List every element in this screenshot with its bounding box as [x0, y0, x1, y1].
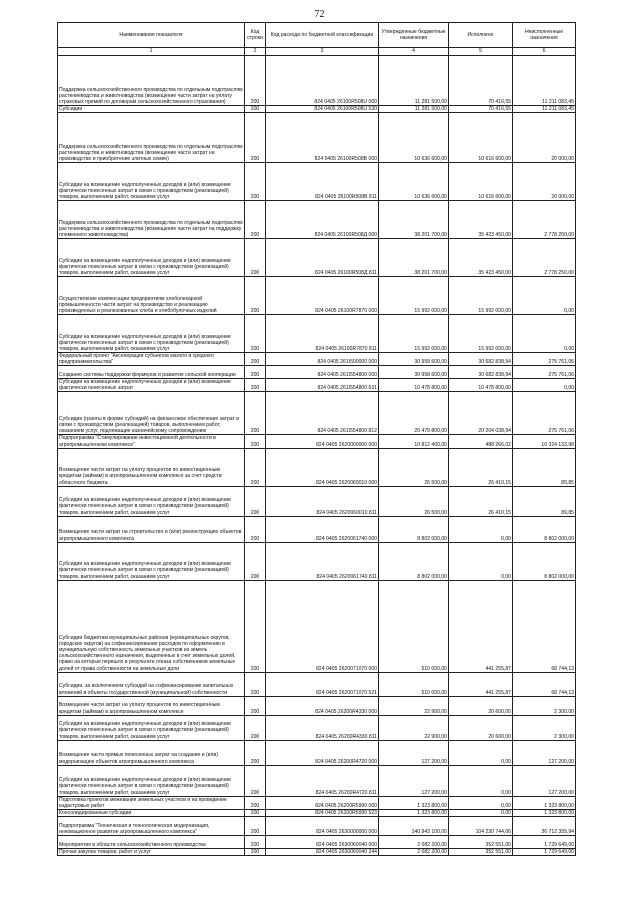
row-name: Создание системы поддержки фермеров и развитие сельской кооперации — [58, 366, 245, 379]
row-name: Возмещение части затрат на строительство и (или) реконструкцию объектов агропромышленного комплекса — [58, 516, 245, 542]
row-line-code: 200 — [245, 765, 266, 796]
column-number: 2 — [245, 48, 266, 56]
row-unexecuted: 10 324 133,98 — [513, 435, 576, 448]
row-unexecuted: 89,85 — [513, 486, 576, 516]
row-budget-code: 824 0405 26100R508B 811 — [266, 163, 379, 201]
row-approved: 15 992 000,00 — [379, 315, 449, 353]
table-row — [58, 796, 576, 809]
row-executed: 30 682 838,94 — [449, 366, 513, 379]
row-name: Субсидии на возмещение недополученных доходов и (или) возмещение фактически понесенных затрат в связи с производством (реализацией) товаров, выполнением работ, оказанием услуг — [58, 486, 245, 516]
row-unexecuted: 20 000,00 — [513, 163, 576, 201]
row-unexecuted: 2 778 250,00 — [513, 201, 576, 239]
row-executed: 0,00 — [449, 516, 513, 542]
header-approved: Утвержденные бюджетные назначения — [379, 23, 449, 48]
table-row — [58, 580, 576, 672]
row-budget-code: 824 0405 2620061740 000 — [266, 516, 379, 542]
row-executed: 15 992 000,00 — [449, 277, 513, 315]
row-line-code: 200 — [245, 353, 266, 366]
row-name: Субсидии, за исключением субсидий на софинансирование капитальных вложений в объекты государственной (муниципальной) собственности — [58, 672, 245, 696]
row-name: Субсидии — [58, 106, 245, 113]
row-unexecuted: 2 300,00 — [513, 696, 576, 715]
row-approved: 20 479 800,00 — [379, 392, 449, 435]
table-row — [58, 516, 576, 542]
row-budget-code: 824 0405 26200R4330 000 — [266, 696, 379, 715]
row-unexecuted: 1 729 649,00 — [513, 848, 576, 855]
row-line-code: 200 — [245, 113, 266, 163]
row-budget-code: 824 0405 26100R7870 000 — [266, 277, 379, 315]
row-budget-code: 824 0405 26200R5990 523 — [266, 809, 379, 816]
row-name: Субсидии бюджетам муниципальных районов (муниципальных округов, городских округов) на софинансирование расходов по оформлению в муниципальную собственность земельных участков из земель сельскохозяйственного назначения, выделенных в счет земельных долей, право на которые перешло в результате отказа собственников земельных долей от права собственности на земельные доли — [58, 580, 245, 672]
row-line-code: 200 — [245, 56, 266, 106]
row-executed: 35 423 450,00 — [449, 201, 513, 239]
row-executed: 20 600,00 — [449, 715, 513, 740]
row-executed: 441 255,87 — [449, 580, 513, 672]
row-approved: 10 636 600,00 — [379, 163, 449, 201]
row-budget-code: 824 0405 26200R4720 811 — [266, 765, 379, 796]
table-row — [58, 239, 576, 277]
row-unexecuted: 127 200,00 — [513, 765, 576, 796]
row-executed: 488 266,02 — [449, 435, 513, 448]
row-line-code: 200 — [245, 740, 266, 765]
row-approved: 8 802 000,00 — [379, 542, 449, 580]
row-name: Консолидированные субсидии — [58, 809, 245, 816]
table-row — [58, 835, 576, 848]
row-executed: 20 600,00 — [449, 696, 513, 715]
table-row — [58, 486, 576, 516]
row-approved: 10 812 400,00 — [379, 435, 449, 448]
row-approved: 30 958 600,00 — [379, 366, 449, 379]
row-unexecuted: 20 000,00 — [513, 113, 576, 163]
row-line-code: 200 — [245, 835, 266, 848]
row-name: Субсидии (гранты в форме субсидий) на финансовое обеспечение затрат в связи с производством (реализацией) товаров, выполнением работ, оказанием услуг, подлежащие казначейскому сопровождению — [58, 392, 245, 435]
row-name: Федеральный проект "Акселерация субъектов малого и среднего предпринимательства" — [58, 353, 245, 366]
row-unexecuted: 0,00 — [513, 277, 576, 315]
header-executed: Исполнено — [449, 23, 513, 48]
table-row — [58, 366, 576, 379]
row-line-code: 200 — [245, 379, 266, 392]
row-executed: 10 616 600,00 — [449, 113, 513, 163]
row-budget-code: 824 0405 2630060040 244 — [266, 848, 379, 855]
row-unexecuted: 127 200,00 — [513, 740, 576, 765]
page-number: 72 — [314, 9, 325, 20]
row-unexecuted: 1 323 800,00 — [513, 796, 576, 809]
table-row — [58, 56, 576, 106]
row-executed: 26 410,15 — [449, 448, 513, 486]
table-row — [58, 315, 576, 353]
row-name: Субсидии на возмещение недополученных доходов и (или) возмещение фактически понесенных затрат в связи с производством (реализацией) товаров, выполнением работ, оказанием услуг — [58, 715, 245, 740]
row-name: Подготовка проектов межевания земельных участков и на проведение кадастровых работ — [58, 796, 245, 809]
row-executed: 0,00 — [449, 542, 513, 580]
row-approved: 15 992 000,00 — [379, 277, 449, 315]
row-budget-code: 824 0405 2630000000 000 — [266, 816, 379, 835]
row-executed: 70 416,55 — [449, 56, 513, 106]
row-name: Субсидии на возмещение недополученных доходов и (или) возмещение фактически понесенных затрат в связи с производством (реализацией) товаров, выполнением работ, оказанием услуг — [58, 163, 245, 201]
row-line-code: 200 — [245, 516, 266, 542]
row-executed: 15 992 000,00 — [449, 315, 513, 353]
row-unexecuted: 1 323 800,00 — [513, 809, 576, 816]
column-number: 6 — [513, 48, 576, 56]
row-approved: 26 500,00 — [379, 448, 449, 486]
row-executed: 70 416,55 — [449, 106, 513, 113]
row-name: Прочая закупка товаров, работ и услуг — [58, 848, 245, 855]
row-name: Возмещение части затрат на уплату процентов по инвестиционным кредитам (займам) в агропромышленном комплексе — [58, 696, 245, 715]
row-line-code: 200 — [245, 580, 266, 672]
row-line-code: 200 — [245, 486, 266, 516]
row-executed: 35 423 450,00 — [449, 239, 513, 277]
row-approved: 10 636 600,00 — [379, 113, 449, 163]
row-unexecuted: 1 729 649,00 — [513, 835, 576, 848]
row-executed: 26 410,15 — [449, 486, 513, 516]
header-line-code: Код строки — [245, 23, 266, 48]
column-number: 1 — [58, 48, 245, 56]
row-line-code: 200 — [245, 366, 266, 379]
row-line-code: 200 — [245, 277, 266, 315]
row-executed: 0,00 — [449, 740, 513, 765]
row-budget-code: 824 0405 26100R508U 530 — [266, 106, 379, 113]
table-row — [58, 542, 576, 580]
row-executed: 0,00 — [449, 765, 513, 796]
row-approved: 8 802 000,00 — [379, 516, 449, 542]
row-budget-code: 824 0405 26200R4720 000 — [266, 740, 379, 765]
row-approved: 22 900,00 — [379, 715, 449, 740]
row-unexecuted: 8 802 000,00 — [513, 516, 576, 542]
row-executed: 10 478 800,00 — [449, 379, 513, 392]
row-executed: 10 616 600,00 — [449, 163, 513, 201]
row-unexecuted: 11 211 083,45 — [513, 56, 576, 106]
row-name: Возмещение части затрат на уплату процентов по инвестиционным кредитам (займам) в агропромышленном комплексе за счет средств областного бюджета — [58, 448, 245, 486]
row-executed: 0,00 — [449, 809, 513, 816]
column-number: 5 — [449, 48, 513, 56]
column-number-row — [58, 48, 576, 56]
row-approved: 11 281 500,00 — [379, 106, 449, 113]
row-unexecuted: 68 744,13 — [513, 672, 576, 696]
row-unexecuted: 2 300,00 — [513, 715, 576, 740]
row-line-code: 200 — [245, 448, 266, 486]
table-row — [58, 809, 576, 816]
row-budget-code: 824 0405 26100R7870 811 — [266, 315, 379, 353]
row-name: Возмещение части прямых понесенных затрат на создание и (или) модернизацию объектов агропромышленного комплекса — [58, 740, 245, 765]
row-budget-code: 824 0405 2620060010 811 — [266, 486, 379, 516]
row-approved: 1 323 800,00 — [379, 796, 449, 809]
row-approved: 1 323 800,00 — [379, 809, 449, 816]
table-row — [58, 113, 576, 163]
table-row — [58, 277, 576, 315]
row-unexecuted: 11 211 083,45 — [513, 106, 576, 113]
row-executed: 30 682 838,94 — [449, 353, 513, 366]
row-budget-code: 824 0405 2630060040 000 — [266, 835, 379, 848]
column-number: 4 — [379, 48, 449, 56]
row-name: Поддержка сельскохозяйственного производства по отдельным подотраслям растениеводства и животноводства (возмещение части затрат на уплату страховых премий по договорам сельскохозяйственного страхования) — [58, 56, 245, 106]
row-approved: 2 082 200,00 — [379, 835, 449, 848]
row-unexecuted: 36 712 355,94 — [513, 816, 576, 835]
row-line-code: 200 — [245, 816, 266, 835]
row-approved: 127 200,00 — [379, 740, 449, 765]
row-approved: 10 478 800,00 — [379, 379, 449, 392]
header-budget-code: Код расхода по бюджетной классификации — [266, 23, 379, 48]
table-row — [58, 816, 576, 835]
row-approved: 127 200,00 — [379, 765, 449, 796]
row-approved: 11 281 500,00 — [379, 56, 449, 106]
row-approved: 38 201 700,00 — [379, 201, 449, 239]
row-budget-code: 824 0405 26100R508Д 811 — [266, 239, 379, 277]
table-row — [58, 201, 576, 239]
row-unexecuted: 0,00 — [513, 315, 576, 353]
row-approved: 26 500,00 — [379, 486, 449, 516]
table-row — [58, 106, 576, 113]
row-budget-code: 824 0405 2620061740 811 — [266, 542, 379, 580]
table-row — [58, 448, 576, 486]
table-row — [58, 163, 576, 201]
row-line-code: 200 — [245, 696, 266, 715]
header-indicator-name: Наименование показателя — [58, 23, 245, 48]
row-line-code: 200 — [245, 435, 266, 448]
row-line-code: 200 — [245, 315, 266, 353]
row-line-code: 200 — [245, 809, 266, 816]
row-line-code: 200 — [245, 106, 266, 113]
row-unexecuted: 89,85 — [513, 448, 576, 486]
row-approved: 510 000,00 — [379, 672, 449, 696]
row-budget-code: 824 0405 26100R508Д 000 — [266, 201, 379, 239]
row-budget-code: 824 0405 26100R508B 000 — [266, 113, 379, 163]
table-row — [58, 435, 576, 448]
row-unexecuted: 275 761,06 — [513, 392, 576, 435]
row-name: Субсидии на возмещение недополученных доходов и (или) возмещение фактически понесенных затрат в связи с производством (реализацией) товаров, выполнением работ, оказанием услуг — [58, 239, 245, 277]
row-budget-code: 824 0405 26100R508U 000 — [266, 56, 379, 106]
row-budget-code: 824 0405 261I500000 000 — [266, 353, 379, 366]
row-unexecuted: 0,00 — [513, 379, 576, 392]
row-budget-code: 824 0405 2620071070 000 — [266, 580, 379, 672]
row-unexecuted: 68 744,13 — [513, 580, 576, 672]
table-row — [58, 353, 576, 366]
row-executed: 441 255,87 — [449, 672, 513, 696]
row-line-code: 200 — [245, 848, 266, 855]
table-row — [58, 740, 576, 765]
table-row — [58, 672, 576, 696]
row-line-code: 200 — [245, 163, 266, 201]
row-executed: 352 551,00 — [449, 835, 513, 848]
row-unexecuted: 8 802 000,00 — [513, 542, 576, 580]
row-approved: 30 958 600,00 — [379, 353, 449, 366]
table-row — [58, 379, 576, 392]
header-unexecuted: Неисполненные назначения — [513, 23, 576, 48]
row-name: Поддержка сельскохозяйственного производства по отдельным подотраслям растениеводства и животноводства (возмещение части затрат на поддержку племенного животноводства) — [58, 201, 245, 239]
row-name: Поддержка сельскохозяйственного производства по отдельным подотраслям растениеводства и животноводства (возмещение части затрат на производство и приобретение элитных семян) — [58, 113, 245, 163]
row-line-code: 200 — [245, 672, 266, 696]
row-line-code: 200 — [245, 796, 266, 809]
row-name: Подпрограмма "Техническая и технологическая модернизация, инновационное развитие агропромышленного комплекса" — [58, 816, 245, 835]
budget-execution-table — [57, 22, 576, 856]
table-row — [58, 392, 576, 435]
row-budget-code: 824 0405 261I554800 000 — [266, 366, 379, 379]
row-budget-code: 824 0405 2620000000 000 — [266, 435, 379, 448]
header-row — [58, 23, 576, 48]
row-budget-code: 824 0405 26200R5990 000 — [266, 796, 379, 809]
row-name: Субсидии на возмещение недополученных доходов и (или) возмещение фактически понесенных затрат в связи с производством (реализацией) товаров, выполнением работ, оказанием услуг — [58, 765, 245, 796]
row-budget-code: 824 0405 261I554800 812 — [266, 392, 379, 435]
row-budget-code: 824 0405 261I554800 631 — [266, 379, 379, 392]
row-name: Субсидии на возмещение недополученных доходов и (или) возмещение фактически понесенных затрат в связи с производством (реализацией) товаров, выполнением работ, оказанием услуг — [58, 542, 245, 580]
row-line-code: 200 — [245, 392, 266, 435]
row-approved: 140 943 100,00 — [379, 816, 449, 835]
table-row — [58, 696, 576, 715]
row-unexecuted: 275 761,06 — [513, 366, 576, 379]
row-line-code: 200 — [245, 542, 266, 580]
table-row — [58, 715, 576, 740]
row-executed: 0,00 — [449, 796, 513, 809]
row-line-code: 200 — [245, 715, 266, 740]
row-unexecuted: 2 778 250,00 — [513, 239, 576, 277]
row-line-code: 200 — [245, 239, 266, 277]
row-unexecuted: 275 761,06 — [513, 353, 576, 366]
row-name: Субсидии на возмещение недополученных доходов и (или) возмещение фактически понесенных затрат в связи с производством (реализацией) товаров, выполнением работ, оказанием услуг — [58, 315, 245, 353]
row-name: Мероприятия в области сельскохозяйственного производства — [58, 835, 245, 848]
table-row — [58, 765, 576, 796]
row-name: Субсидии на возмещение недополученных доходов и (или) возмещение фактически понесенных затрат — [58, 379, 245, 392]
row-executed: 352 551,00 — [449, 848, 513, 855]
table-row — [58, 848, 576, 855]
row-budget-code: 824 0405 2620071070 521 — [266, 672, 379, 696]
row-approved: 38 201 700,00 — [379, 239, 449, 277]
row-approved: 22 900,00 — [379, 696, 449, 715]
row-name: Осуществление компенсации предприятиям хлебопекарной промышленности части затрат на производство и реализацию произведенных и реализованных хлеба и хлебобулочных изделий — [58, 277, 245, 315]
row-executed: 20 204 038,94 — [449, 392, 513, 435]
row-name: Подпрограмма "Стимулирование инвестиционной деятельности в агропромышленном комплексе" — [58, 435, 245, 448]
column-number: 3 — [266, 48, 379, 56]
row-approved: 510 000,00 — [379, 580, 449, 672]
row-budget-code: 824 0405 26200R4330 811 — [266, 715, 379, 740]
row-approved: 2 082 200,00 — [379, 848, 449, 855]
row-executed: 104 230 744,06 — [449, 816, 513, 835]
row-line-code: 200 — [245, 201, 266, 239]
row-budget-code: 824 0405 2620060010 000 — [266, 448, 379, 486]
